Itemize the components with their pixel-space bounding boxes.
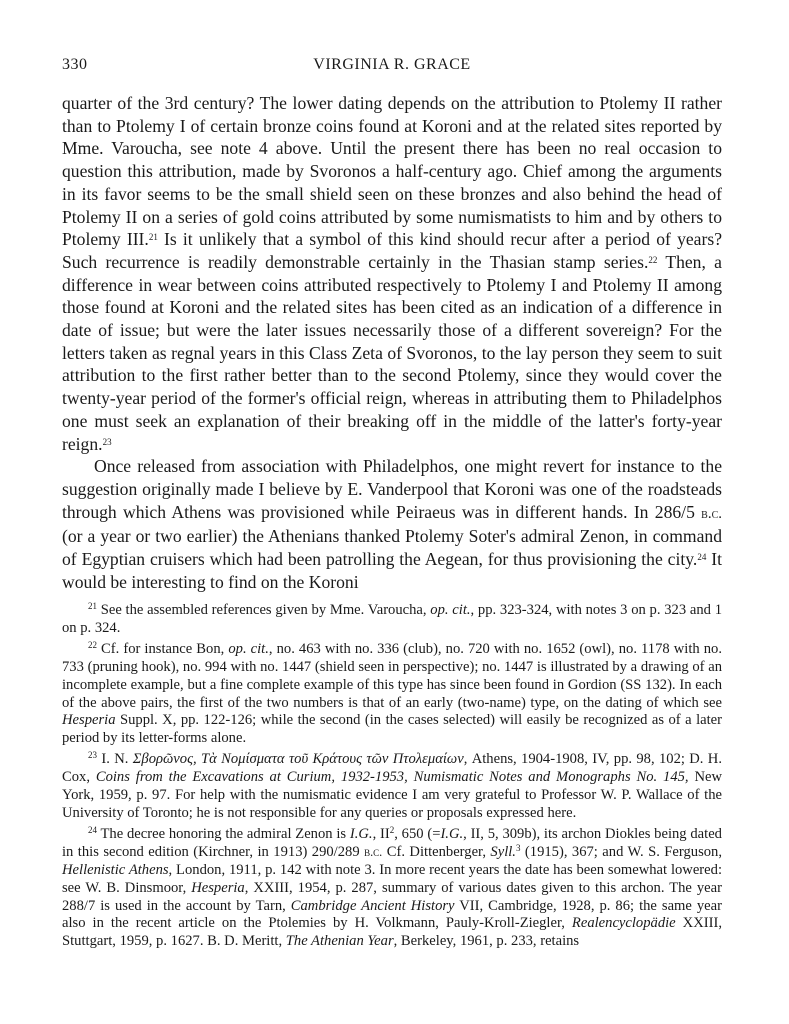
italic-text: I.G. (440, 825, 464, 842)
italic-text: I.G. (349, 825, 373, 842)
note-reference: 24 (697, 552, 707, 563)
text-run: Suppl. X, pp. 122-126; while the second (in the cases selected) will easily be recognized as of a later period by its letter-forms alone. (62, 712, 722, 747)
text-run: Then, a difference in wear between coins attributed respectively to Ptolemy I and Ptolemy II among those found at Koroni and the related sites has been cited as an indication of a difference in date of issue; but were the later issues necessarily those of a different sovereign? For the letters taken as regnal years in this Class Zeta of Svoronos, to the lay person they seem to suit attribution to the first rather better than to the second Ptolemy, since they would cover the twenty-year period of the former's official reign, whereas in attributing them to Philadelphos one must seek an explanation of their breaking off in the middle of the latter's forty-year reign. (62, 251, 722, 454)
note-reference: 2 (389, 824, 395, 835)
text-run: The decree honoring the admiral Zenon is (97, 825, 350, 842)
small-caps-text: b.c. (364, 844, 383, 859)
text-run: , II, 5, 309b), its archon Diokles being dated in this second edition (Kirchner, in 1913) 290/289 (62, 825, 722, 860)
text-run: , XXIII, 1954, p. 287, summary of various dates given to this archon. The year 288/7 is used in the account by Tarn, (62, 879, 722, 914)
text-run: Cf. Dittenberger, (382, 843, 491, 860)
text-run: It would be interesting to find on the Koroni (62, 549, 722, 592)
note-reference: 23 (88, 750, 97, 761)
text-run: quarter of the 3rd century? The lower dating depends on the attribution to Ptolemy II rather than to Ptolemy I of certain bronze coins found at Koroni and at the related sites reported by Mme. Varoucha, see note 4 above. Until the present there has been no real occasion to question this attribution, made by Svoronos a half-century ago. Chief among the arguments in its favor seems to be the small shield seen on these bronzes and also behind the head of Ptolemy II on a series of gold coins attributed by some numismatists to him and by others to Ptolemy III. (62, 93, 722, 250)
page-number: 330 (62, 56, 88, 73)
note-reference: 21 (88, 601, 97, 611)
text-run: , II (372, 825, 390, 842)
footnote (62, 641, 722, 748)
text-run: , London, 1911, p. 142 with note 3. In more recent years the date has been somewhat lowered: see W. B. Dinsmoor, (62, 861, 723, 896)
italic-text: Hesperia (62, 712, 116, 729)
text-run: Cf. for instance Bon, (97, 640, 229, 657)
text-run: New York, 1959, p. 97. For help with the numismatic evidence I am very grateful to Professor W. P. Wallace of the University of Toronto; he is not responsible for any queries or proposals expressed here. (62, 769, 722, 821)
note-reference: 21 (148, 232, 158, 243)
italic-text: The Athenian Year (285, 933, 394, 950)
note-reference: 23 (102, 436, 112, 447)
text-run: (1915), 367; and W. S. Ferguson, (520, 843, 722, 860)
text-run: Once released from association with Philadelphos, one might revert for instance to the suggestion originally made I believe by E. Vanderpool that Koroni was one of the roadsteads through which Athens was provisioned while Peiraeus was in different hands. In 286/5 (62, 456, 722, 522)
text-run: XXIII, Stuttgart, 1959, p. 1627. B. D. Meritt, (62, 915, 722, 950)
footnote (62, 751, 722, 823)
text-run: , Berkeley, 1961, p. 233, retains (393, 933, 580, 950)
footnote (62, 826, 722, 951)
italic-text: op. cit. (430, 602, 471, 618)
italic-text: Hellenistic Athens (62, 861, 169, 878)
note-reference: 3 (515, 842, 521, 853)
note-reference: 24 (88, 824, 97, 835)
note-reference: 22 (648, 254, 658, 265)
footnote (62, 602, 722, 638)
italic-text: Syll. (490, 843, 516, 860)
italic-text: Coins from the Excavations at Curium, 1932-1953, Numismatic Notes and Monographs No. 145, (95, 769, 689, 786)
body-paragraph (62, 455, 722, 593)
italic-text: Hesperia (191, 879, 245, 896)
italic-text: op. cit. (228, 640, 269, 657)
small-caps-text: b.c. (701, 505, 722, 522)
italic-text: Realencyclopädie (571, 915, 676, 932)
text-run: Is it unlikely that a symbol of this kind should recur after a period of years? Such recurrence is readily demonstrable certainly in the Thasian stamp series. (62, 229, 722, 272)
italic-text: Cambridge Ancient History (290, 897, 455, 914)
text-run: , pp. 323-324, with notes 3 on p. 323 and 1 on p. 324. (62, 602, 722, 636)
body-paragraph (62, 92, 722, 455)
footnotes (62, 602, 722, 951)
text-run: , Athens, 1904-1908, IV, pp. 98, 102; D. H. Cox, (62, 751, 722, 786)
text-run: See the assembled references given by Mme. Varoucha, (97, 602, 431, 618)
text-run: (or a year or two earlier) the Athenians thanked Ptolemy Soter's admiral Zenon, in command of Egyptian cruisers which had been patrolling the Aegean, for thus provisioning the city. (62, 526, 722, 570)
main-text (62, 92, 722, 593)
page-header (62, 56, 722, 78)
text-run: , no. 463 with no. 336 (club), no. 720 with no. 1652 (owl), no. 1178 with no. 733 (pruning hook), no. 994 with no. 1447 (shield seen in perspective); no. 1447 is illustrated by a drawing of an incomplete example, but a fine complete example of this type has since been found in Gordion (SS 132). In each of the above pairs, the first of the two numbers is that of an early (two-name) type, on the dating of which see (62, 640, 722, 711)
text-run: I. N. (97, 751, 133, 768)
text-run: , 650 (= (394, 825, 441, 842)
note-reference: 22 (88, 639, 97, 650)
text-run: VII, Cambridge, 1928, p. 86; the same year also in the recent article on the Ptolemies by H. Volkmann, Pauly-Kroll-Ziegler, (62, 897, 722, 932)
italic-text: Σβορῶνος, Τὰ Νομίσματα τοῦ Κράτους τῶν Πτολεμαίων (132, 751, 464, 768)
running-head: VIRGINIA R. GRACE (313, 56, 471, 73)
